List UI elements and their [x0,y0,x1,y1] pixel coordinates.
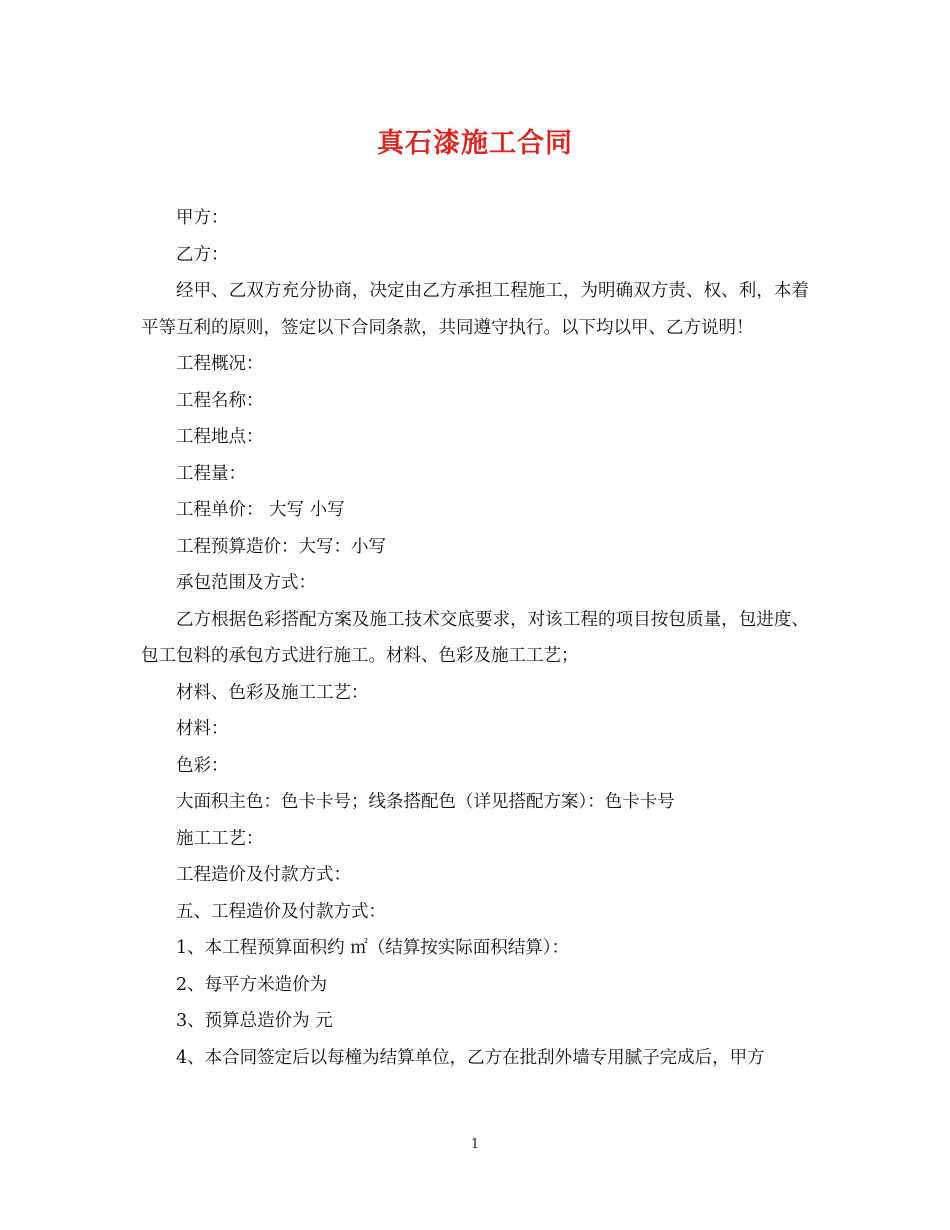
paragraph-payment-heading: 工程造价及付款方式： [176,865,351,885]
paragraph-item-3: 3、预算总造价为 元 [176,1011,333,1031]
paragraph-project-overview: 工程概况： [176,354,264,374]
paragraph-project-location: 工程地点： [176,427,264,447]
paragraph-project-name: 工程名称： [176,390,264,411]
paragraph-budget-cost: 工程预算造价：大写：小写 [176,536,386,557]
paragraph-scope-detail: 乙方根据色彩搭配方案及施工技术交底要求，对该工程的项目按包质量，包进度、包工包料的承包方式进行施工。材料、色彩及施工工艺； [141,609,809,666]
paragraph-colors: 色彩： [176,755,229,776]
paragraph-section-five: 五、工程造价及付款方式： [176,901,386,922]
paragraph-item-4: 4、本合同签定后以每橦为结算单位，乙方在批刮外墙专用腻子完成后，甲方 [176,1047,765,1068]
paragraph-unit-price: 工程单价： 大写 小写 [176,500,345,520]
paragraph-preamble: 经甲、乙双方充分协商，决定由乙方承担工程施工，为明确双方责、权、利，本着平等互利的原则，签定以下合同条款，共同遵守执行。以下均以甲、乙方说明！ [141,281,809,338]
paragraph-item-1: 1、本工程预算面积约 ㎡（结算按实际面积结算）： [176,938,569,958]
paragraph-party-a: 甲方： [176,208,229,228]
paragraph-project-quantity: 工程量： [176,463,246,484]
document-body [141,200,809,1076]
paragraph-materials: 材料： [176,719,229,739]
document-title: 真石漆施工合同 [377,128,573,159]
paragraph-party-b: 乙方： [176,244,229,265]
paragraph-process: 施工工艺： [176,828,264,849]
paragraph-color-codes: 大面积主色：色卡卡号；线条搭配色（详见搭配方案）：色卡卡号 [176,792,675,812]
paragraph-materials-heading: 材料、色彩及施工工艺： [176,682,369,703]
page-number: 1 [470,1137,480,1152]
paragraph-scope-heading: 承包范围及方式： [176,573,316,593]
paragraph-item-2: 2、每平方米造价为 [176,974,328,995]
